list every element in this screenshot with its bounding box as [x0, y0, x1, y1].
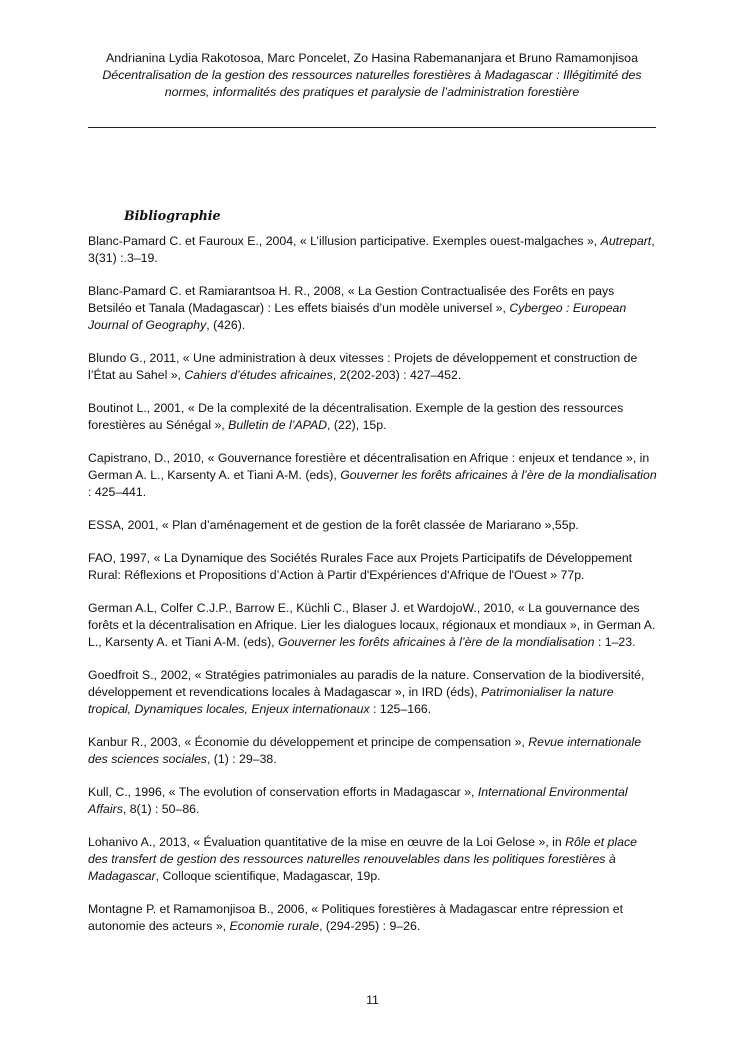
reference-source: Cahiers d’études africaines — [184, 368, 333, 382]
reference-source: Cybergeo : European Journal of Geography — [88, 301, 627, 332]
reference-details: : 125–166. — [369, 702, 432, 716]
header-title-line-2: normes, informalités des pratiques et paralysie de l’administration forestière — [164, 85, 580, 99]
section-heading: Bibliographie — [124, 208, 221, 223]
reference-text: Kanbur R., 2003, « Économie du développement et principe de compensation », — [88, 735, 525, 749]
reference-details: , 8(1) : 50–86. — [122, 802, 200, 816]
reference-source: Rôle et place des transfert de gestion des ressources naturelles renouvelables dans les politiques forestières à Madagascar — [88, 835, 637, 883]
header-title-line-1: Décentralisation de la gestion des ressources naturelles forestières à Madagascar : Illégitimité des — [102, 68, 642, 82]
reference-text: FAO, 1997, « La Dynamique des Sociétés Rurales Face aux Projets Participatifs de Développement Rural: Réflexions et Propositions d’Action à Partir d'Expériences d'Afrique de l'Ouest » 77p. — [88, 551, 633, 582]
reference-entry — [88, 233, 658, 267]
header-divider — [88, 127, 656, 128]
reference-entry — [88, 283, 658, 334]
reference-details: , (294-295) : 9–26. — [319, 919, 421, 933]
reference-source: International Environmental Affairs — [88, 785, 628, 816]
reference-details: , (1) : 29–38. — [206, 752, 277, 766]
reference-entry — [88, 834, 658, 885]
reference-text: Boutinot L., 2001, « De la complexité de la décentralisation. Exemple de la gestion des ressources forestières au Sénégal », — [88, 401, 624, 432]
reference-entry — [88, 901, 658, 935]
reference-entry — [88, 450, 658, 501]
reference-details: , 3(31) :.3–19. — [88, 234, 655, 265]
reference-text: Goedfroit S., 2002, « Stratégies patrimoniales au paradis de la nature. Conservation de la biodiversité, développement et revendications locales à Madagascar », in IRD (éds), — [88, 668, 645, 699]
reference-text: ESSA, 2001, « Plan d’aménagement et de gestion de la forêt classée de Mariarano »,55p. — [88, 518, 579, 532]
reference-text: Montagne P. et Ramamonjisoa B., 2006, « Politiques forestières à Madagascar entre répression et autonomie des acteurs », — [88, 902, 623, 933]
reference-source: Bulletin de l’APAD — [228, 418, 328, 432]
reference-source: Autrepart — [600, 234, 652, 248]
reference-list — [88, 233, 658, 951]
reference-text: Lohanivo A., 2013, « Évaluation quantitative de la mise en œuvre de la Loi Gelose », in — [88, 835, 562, 849]
reference-entry — [88, 550, 658, 584]
reference-details: , (426). — [206, 318, 246, 332]
reference-details: , (22), 15p. — [327, 418, 387, 432]
reference-source: Economie rurale — [229, 919, 320, 933]
reference-entry — [88, 400, 658, 434]
reference-source: Gouverner les forêts africaines à l’ère de la mondialisation — [278, 635, 595, 649]
reference-entry — [88, 350, 658, 384]
reference-source: Gouverner les forêts africaines à l’ère de la mondialisation — [340, 468, 657, 482]
reference-source: Revue internationale des sciences sociales — [88, 735, 642, 766]
header-authors: Andrianina Lydia Rakotosoa, Marc Poncelet, Zo Hasina Rabemananjara et Bruno Ramamonjisoa — [106, 51, 638, 65]
reference-source: Patrimonialiser la nature tropical, Dynamiques locales, Enjeux internationaux — [88, 685, 614, 716]
reference-entry — [88, 600, 658, 651]
page-number: 11 — [366, 993, 379, 1007]
running-header — [88, 50, 656, 101]
reference-text: Blanc-Pamard C. et Ramiarantsoa H. R., 2008, « La Gestion Contractualisée des Forêts en pays Betsiléo et Tanala (Madagascar) : Les effets biaisés d’un modèle universel », — [88, 284, 615, 315]
reference-details: : 425–441. — [88, 485, 147, 499]
reference-details: : 1–23. — [594, 635, 636, 649]
reference-text: Capistrano, D., 2010, « Gouvernance forestière et décentralisation en Afrique : enjeux et tendance », in German A. L., Karsenty A. et Tiani A-M. (eds), — [88, 451, 650, 482]
reference-details: , Colloque scientifique, Madagascar, 19p. — [155, 869, 381, 883]
reference-details: , 2(202-203) : 427–452. — [332, 368, 462, 382]
reference-text: German A.L, Colfer C.J.P., Barrow E., Küchli C., Blaser J. et WardojoW., 2010, « La gouvernance des forêts et la décentralisation en Afrique. Lier les dialogues locaux, régionaux et mondiaux », in German A. L., Karsenty A. et Tiani A-M. (eds), — [88, 601, 656, 649]
reference-text: Blanc-Pamard C. et Fauroux E., 2004, « L’illusion participative. Exemples ouest-malgaches », — [88, 234, 598, 248]
reference-entry — [88, 667, 658, 718]
reference-text: Blundo G., 2011, « Une administration à deux vitesses : Projets de développement et construction de l’État au Sahel », — [88, 351, 638, 382]
reference-entry — [88, 784, 658, 818]
reference-text: Kull, C., 1996, « The evolution of conservation efforts in Madagascar », — [88, 785, 475, 799]
reference-entry — [88, 517, 658, 534]
reference-entry — [88, 734, 658, 768]
